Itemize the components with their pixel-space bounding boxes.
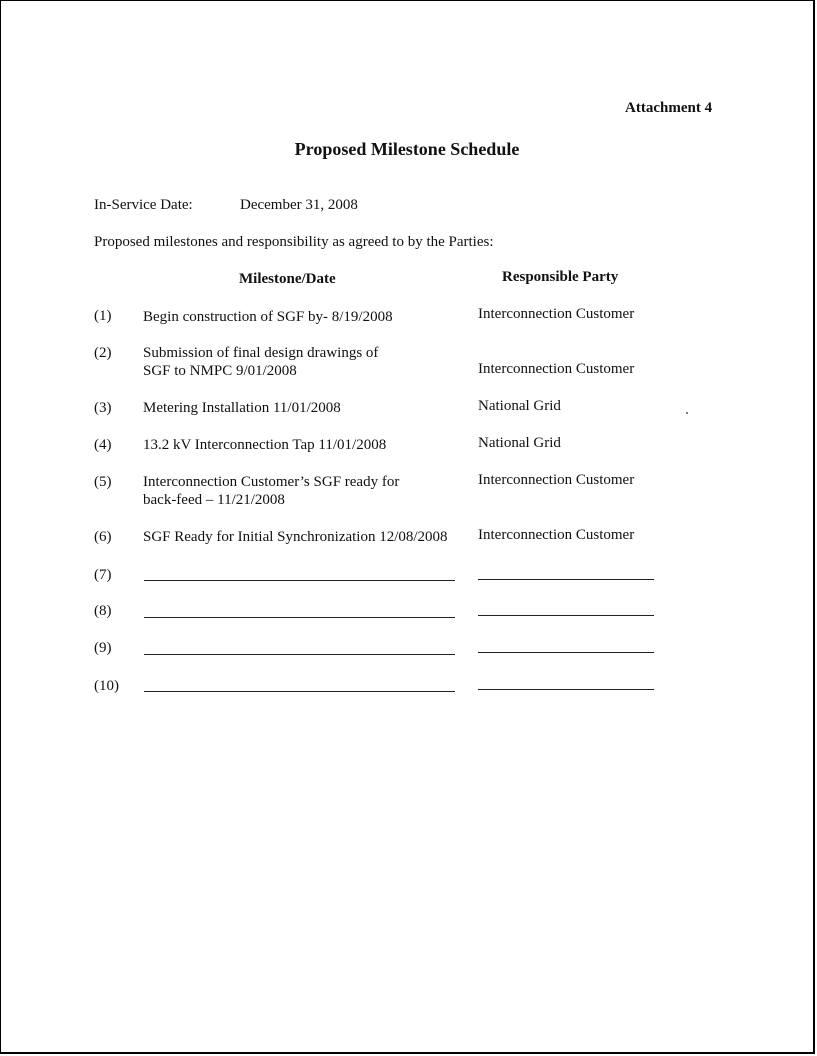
milestone-column-header: Milestone/Date [239, 271, 336, 287]
responsible-party: Interconnection Customer [478, 306, 635, 322]
attachment-label: Attachment 4 [625, 100, 713, 116]
responsible-party: Interconnection Customer [478, 472, 635, 488]
row-number: (3) [94, 400, 112, 416]
row-number: (10) [94, 678, 119, 694]
responsible-party: National Grid [478, 435, 561, 451]
row-number: (1) [94, 308, 112, 324]
page-title: Proposed Milestone Schedule [294, 139, 520, 159]
milestone-blank-line [144, 580, 455, 581]
row-number: (8) [94, 603, 112, 619]
responsible-party: Interconnection Customer [478, 527, 635, 543]
responsible-party: Interconnection Customer [478, 361, 635, 377]
milestone-text: Submission of final design drawings of [143, 345, 379, 361]
milestone-blank-line [144, 617, 455, 618]
milestone-text: Interconnection Customer’s SGF ready for [143, 474, 400, 490]
responsible-party: National Grid [478, 398, 561, 414]
milestone-text: Metering Installation 11/01/2008 [143, 400, 341, 416]
row-number: (7) [94, 567, 112, 583]
scan-speck [686, 412, 688, 414]
milestone-blank-line [144, 654, 455, 655]
in-service-label: In-Service Date: [94, 197, 193, 213]
milestone-text: back-feed – 11/21/2008 [143, 492, 285, 508]
row-number: (2) [94, 345, 112, 361]
responsible-column-header: Responsible Party [502, 269, 619, 285]
responsible-blank-line [478, 615, 654, 616]
responsible-blank-line [478, 579, 654, 580]
milestone-blank-line [144, 691, 455, 692]
milestone-text: SGF Ready for Initial Synchronization 12/08/2008 [143, 529, 448, 545]
row-number: (6) [94, 529, 112, 545]
row-number: (5) [94, 474, 112, 490]
responsible-blank-line [478, 652, 654, 653]
row-number: (4) [94, 437, 112, 453]
intro-text: Proposed milestones and responsibility as agreed to by the Parties: [94, 234, 494, 250]
in-service-date: December 31, 2008 [240, 197, 358, 213]
milestone-text: SGF to NMPC 9/01/2008 [143, 363, 297, 379]
row-number: (9) [94, 640, 112, 656]
milestone-text: 13.2 kV Interconnection Tap 11/01/2008 [143, 437, 387, 453]
milestone-text: Begin construction of SGF by- 8/19/2008 [143, 309, 393, 325]
responsible-blank-line [478, 689, 654, 690]
